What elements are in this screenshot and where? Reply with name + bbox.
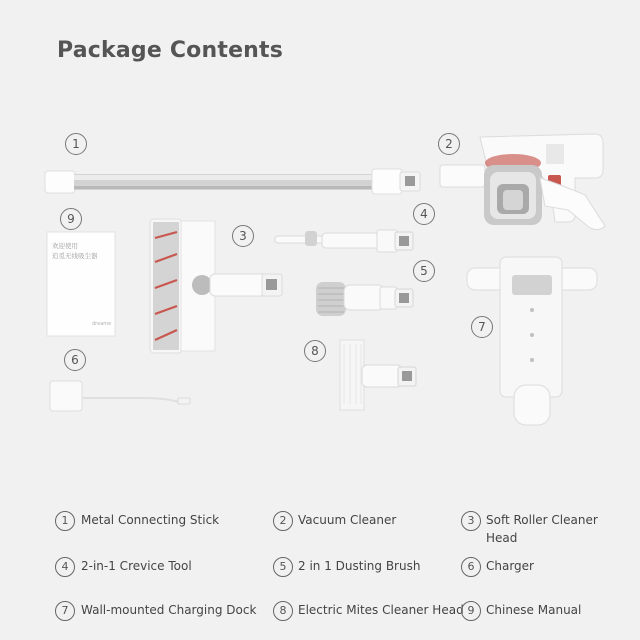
diagram-number-7: 7 (471, 316, 493, 338)
legend-label: Chinese Manual (486, 603, 582, 617)
diagram-number-8: 8 (304, 340, 326, 362)
vacuum-cleaner-image (440, 134, 605, 230)
legend-label: Wall-mounted Charging Dock (81, 603, 257, 617)
legend-number: 3 (461, 511, 481, 531)
crevice-tool-image (275, 230, 413, 252)
metal-stick-image (45, 169, 420, 194)
legend-label: Soft Roller Cleaner (486, 513, 598, 527)
mites-head-image (340, 340, 416, 410)
legend-label: Vacuum Cleaner (298, 513, 397, 527)
soft-roller-head-image (150, 219, 282, 353)
diagram-number-3: 3 (232, 225, 254, 247)
manual-text-line2: 追觅无线吸尘器 (52, 252, 98, 260)
manual-brand-text: dreame (92, 321, 112, 327)
diagram-number-2: 2 (438, 133, 460, 155)
manual-text-line1: 欢迎使用 (52, 242, 78, 250)
dusting-brush-image (316, 282, 413, 316)
legend-label: 2-in-1 Crevice Tool (81, 559, 192, 573)
legend-number: 7 (55, 601, 75, 621)
legend-label: Metal Connecting Stick (81, 513, 220, 527)
diagram-number-9: 9 (60, 208, 82, 230)
legend-label: Charger (486, 559, 534, 573)
legend-number: 9 (461, 601, 481, 621)
diagram-number-4: 4 (413, 203, 435, 225)
charger-image (50, 381, 190, 411)
diagram-number-1: 1 (65, 133, 87, 155)
legend-label-line2: Head (486, 531, 518, 545)
charging-dock-image (467, 257, 597, 425)
legend-number: 1 (55, 511, 75, 531)
legend-number: 2 (273, 511, 293, 531)
legend-number: 6 (461, 557, 481, 577)
page-title: Package Contents (57, 38, 284, 63)
diagram-number-5: 5 (413, 260, 435, 282)
legend-number: 5 (273, 557, 293, 577)
legend-number: 8 (273, 601, 293, 621)
manual-cover-text (52, 241, 98, 261)
legend-label: 2 in 1 Dusting Brush (298, 559, 421, 573)
legend-number: 4 (55, 557, 75, 577)
legend-label: Electric Mites Cleaner Head (298, 603, 464, 617)
diagram-number-6: 6 (64, 349, 86, 371)
